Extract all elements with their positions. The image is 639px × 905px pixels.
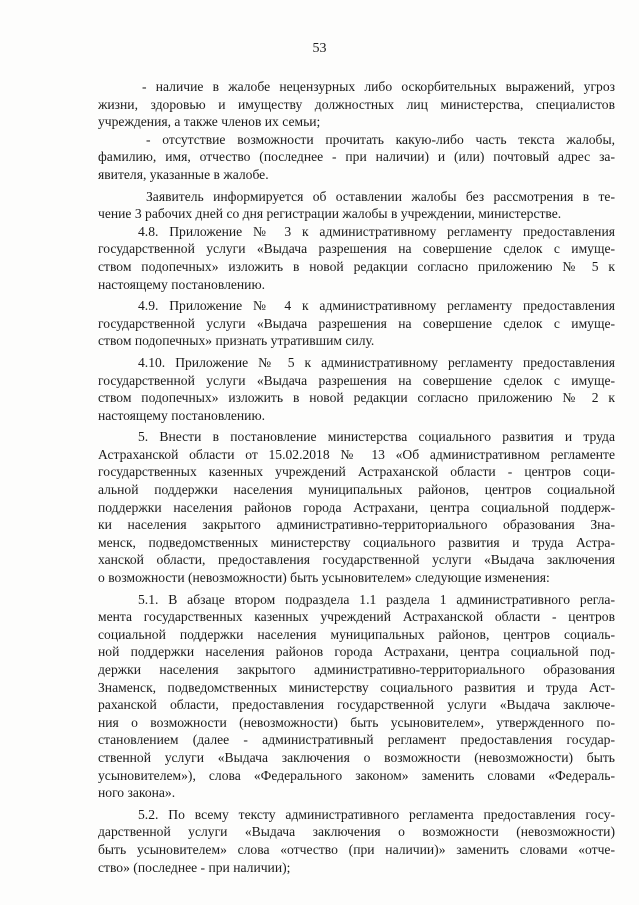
text-line: ственной услуги «Выдача заключения о возможности (невозможности) быть [98,749,615,765]
paragraph-applicant-informed [98,188,615,223]
text-line: дарственной услуги «Выдача заключения о возможности (невозможности) [98,824,615,840]
text-line: 4.8. Приложение № 3 к административному регламенту предоставления [138,223,615,239]
text-line: государственной услуги «Выдача разрешения на совершение сделок с имуще- [98,241,615,257]
text-line: ной поддержки населения районов города Астрахани, центра социальной под- [98,644,615,660]
text-line: чение 3 рабочих дней со дня регистрации жалобы в учреждении, министерстве. [98,206,562,222]
text-line: настоящему постановлению. [98,407,266,423]
text-line: Знаменск, подведомственных министерству социального развития и труда Аст- [98,679,615,695]
text-line: ки населения закрытого административно-территориального образования Зна- [98,517,615,533]
paragraph-4-10 [98,354,615,424]
text-line: Астраханской области от 15.02.2018 № 13 «Об административном регламенте [98,446,615,462]
text-line: 4.10. Приложение № 5 к административному регламенту предоставления [138,354,615,370]
paragraph-grounds-obscene [98,78,615,131]
text-line: явителя, указанные в жалобе. [98,166,269,182]
text-line: поддержки населения районов города Астрахани, центра социальной поддерж- [98,499,615,515]
text-line: государственной услуги «Выдача разрешения на совершение сделок с имуще- [98,315,615,331]
text-line: раханской области, предоставления государственной услуги «Выдача заключе- [98,697,615,713]
text-line: социальной поддержки населения муниципальных районов, центров социаль- [98,626,615,642]
text-line: о возможности (невозможности) быть усыновителем» следующие изменения: [98,570,550,586]
text-line: - отсутствие возможности прочитать какую-либо часть текста жалобы, [146,131,615,147]
text-line: ханской области, предоставления государственной услуги «Выдача заключения [98,552,615,568]
text-line: настоящему постановлению. [98,276,266,292]
text-line: государственной услуги «Выдача разрешения на совершение сделок с имуще- [98,372,615,388]
text-line: жизни, здоровью и имуществу должностных лиц министерства, специалистов [98,96,615,112]
text-line: ния о возможности (невозможности) быть усыновителем», утвержденного по- [98,714,615,730]
document-body [98,78,615,876]
text-line: 4.9. Приложение № 4 к административному регламенту предоставления [138,298,615,314]
text-line: ного закона». [98,785,176,801]
text-line: становлением (далее - административный регламент предоставления государ- [98,732,615,748]
text-line: ством подопечных» изложить в новой редакции согласно приложению № 2 к [98,390,615,406]
paragraph-5-1 [98,591,615,802]
text-line: ством подопечных» признать утратившим силу. [98,333,375,349]
text-line: учреждения, а также членов их семьи; [98,114,321,130]
text-line: менск, подведомственных министерству социального развития и труда Астра- [98,534,615,550]
text-line: альной поддержки населения муниципальных районов, центров социальной [98,482,615,498]
text-line: ство» (последнее - при наличии); [98,859,291,875]
paragraph-4-9 [98,297,615,350]
paragraph-5 [98,428,615,586]
text-line: государственных казенных учреждений Астраханской области - центров соци- [98,464,615,480]
text-line: ством подопечных» изложить в новой редакции согласно приложению № 5 к [98,258,615,274]
text-line: держки населения закрытого административно-территориального образования [98,662,615,677]
paragraph-grounds-unreadable [98,131,615,184]
text-line: - наличие в жалобе нецензурных либо оскорбительных выражений, угроз [142,79,615,94]
text-line: 5. Внести в постановление министерства социального развития и труда [138,429,615,445]
text-line: 5.1. В абзаце втором подраздела 1.1 раздела 1 административного регла- [138,591,615,607]
text-line: усыновителем»), слова «Федерального законом» заменить словами «Федераль- [98,767,615,783]
paragraph-5-2 [98,806,615,876]
text-line: мента государственных казенных учреждений Астраханской области - центров [98,609,615,625]
text-line: быть усыновителем» слова «отчество (при наличии)» заменить словами «отче- [98,841,615,857]
paragraph-4-8 [98,223,615,293]
text-line: фамилию, имя, отчество (последнее - при наличии) и (или) почтовый адрес за- [98,149,615,165]
text-line: 5.2. По всему тексту административного регламента предоставления госу- [138,806,615,822]
page-number: 53 [312,41,327,56]
text-line: Заявитель информируется об оставлении жалобы без рассмотрения в те- [146,188,615,204]
